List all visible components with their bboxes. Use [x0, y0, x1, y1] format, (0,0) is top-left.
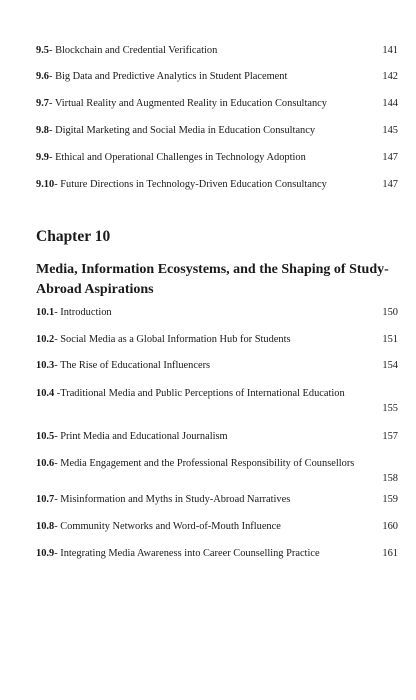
- toc-entry: [36, 494, 398, 506]
- entry-page: 147: [382, 179, 398, 190]
- entry-page: 141: [382, 45, 398, 56]
- entry-separator: -: [54, 334, 61, 345]
- entry-title: Big Data and Predictive Analytics in Student Placement: [55, 71, 288, 82]
- entry-separator: -: [54, 431, 61, 442]
- entry-number: 9.5: [36, 45, 49, 56]
- entry-number: 10.8: [36, 521, 55, 532]
- entry-page: 160: [382, 521, 398, 532]
- entry-number: 10.5: [36, 431, 55, 442]
- entry-title: Digital Marketing and Social Media in Education Consultancy: [55, 125, 316, 136]
- entry-title: Traditional Media and Public Perceptions of International Education: [60, 388, 345, 399]
- entry-separator: -: [49, 45, 56, 56]
- toc-entry: [36, 431, 398, 443]
- entry-separator: -: [49, 71, 56, 82]
- entry-title: Future Directions in Technology-Driven Education Consultancy: [60, 179, 327, 190]
- entry-page: 151: [382, 334, 398, 345]
- toc-entry: [36, 386, 398, 414]
- entry-number: 9.6: [36, 71, 49, 82]
- entry-number: 10.7: [36, 494, 55, 505]
- entry-number: 9.9: [36, 152, 49, 163]
- toc-entry: [36, 179, 398, 191]
- entry-title: Print Media and Educational Journalism: [60, 431, 228, 442]
- toc-entry: [36, 548, 398, 560]
- entry-title: Media Engagement and the Professional Responsibility of Counsellors: [60, 458, 355, 469]
- entry-separator: -: [54, 179, 61, 190]
- entry-page: 155: [382, 403, 398, 414]
- entry-title: Ethical and Operational Challenges in Technology Adoption: [55, 152, 306, 163]
- toc-entry: [36, 125, 398, 137]
- entry-number: 10.6: [36, 458, 55, 469]
- entry-number: 9.7: [36, 98, 49, 109]
- entry-separator: -: [54, 388, 61, 399]
- entry-separator: -: [49, 152, 56, 163]
- toc-entry: [36, 521, 398, 533]
- entry-number: 10.2: [36, 334, 55, 345]
- entry-separator: -: [54, 548, 61, 559]
- entry-number: 10.9: [36, 548, 55, 559]
- entry-separator: -: [54, 494, 61, 505]
- entry-separator: -: [49, 125, 56, 136]
- entry-title: Social Media as a Global Information Hub for Students: [60, 334, 291, 345]
- entry-title: Virtual Reality and Augmented Reality in Education Consultancy: [54, 98, 327, 109]
- toc-entry: [36, 334, 398, 346]
- toc-entry: [36, 71, 398, 83]
- toc-entry: [36, 152, 398, 164]
- entry-number: 10.1: [36, 307, 55, 318]
- entry-page: 144: [382, 98, 398, 109]
- entry-page: 161: [382, 548, 398, 559]
- entry-number: 10.4: [36, 388, 55, 399]
- entry-number: 9.8: [36, 125, 49, 136]
- entry-page: 142: [382, 71, 398, 82]
- entry-number: 10.3: [36, 360, 55, 371]
- entry-separator: -: [54, 360, 61, 371]
- entry-title: Integrating Media Awareness into Career Counselling Practice: [60, 548, 320, 559]
- entry-number: 9.10: [36, 179, 55, 190]
- entry-separator: -: [49, 98, 55, 109]
- toc-entry: [36, 360, 398, 372]
- entry-page: 154: [382, 360, 398, 371]
- entry-title: Introduction: [60, 307, 112, 318]
- entry-page: 147: [382, 152, 398, 163]
- entry-title: Blockchain and Credential Verification: [55, 45, 218, 56]
- entry-title: Misinformation and Myths in Study-Abroad Narratives: [60, 494, 291, 505]
- entry-separator: -: [54, 307, 61, 318]
- entry-page: 157: [382, 431, 398, 442]
- toc-entry: [36, 307, 398, 319]
- entry-separator: -: [54, 521, 61, 532]
- entry-separator: -: [54, 458, 61, 469]
- entry-title: The Rise of Educational Influencers: [60, 360, 211, 371]
- entry-page: 145: [382, 125, 398, 136]
- entry-title: Community Networks and Word-of-Mouth Influence: [60, 521, 281, 532]
- entry-page: 159: [382, 494, 398, 505]
- entry-page: 158: [382, 473, 398, 484]
- toc-entry: [36, 45, 398, 57]
- toc-entry: [36, 98, 398, 110]
- toc-entry: [36, 456, 398, 484]
- chapter-heading: Chapter 10: [36, 228, 111, 245]
- chapter-title: Media, Information Ecosystems, and the Shaping of Study-Abroad Aspirations: [36, 262, 389, 297]
- entry-page: 150: [382, 307, 398, 318]
